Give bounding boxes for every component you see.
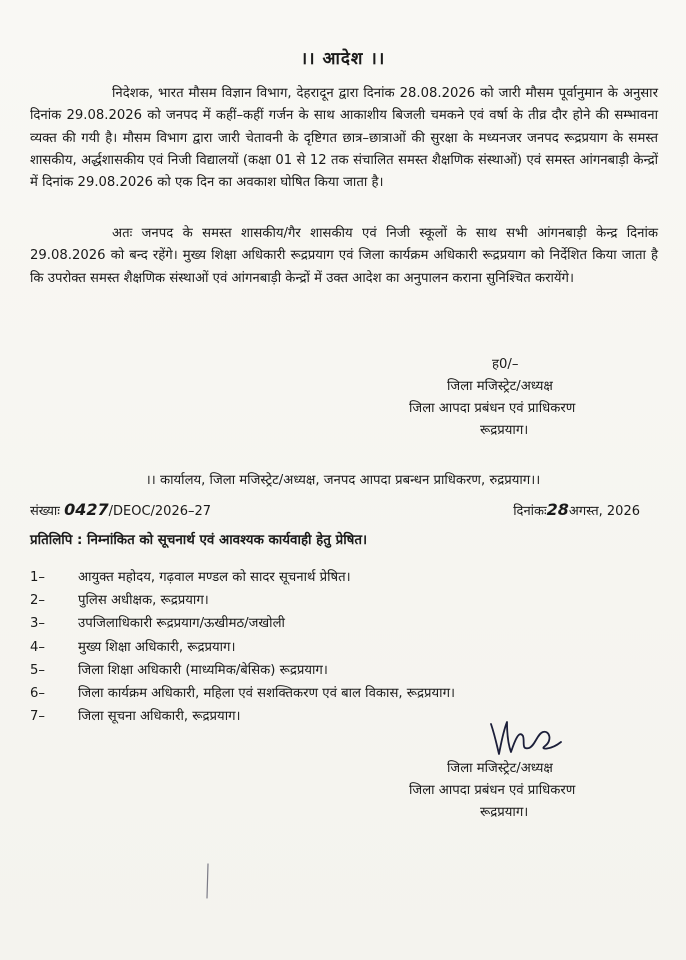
letter-date: [513, 500, 640, 519]
date-rest: अगस्त, 2026: [568, 504, 640, 519]
place: रूद्रप्रयाग।: [480, 805, 529, 820]
authority: जिला आपदा प्रबंधन एवं प्राधिकरण: [409, 783, 576, 798]
designation: जिला मजिस्ट्रेट/अध्यक्ष: [447, 761, 553, 776]
item-text: जिला सूचना अधिकारी, रूद्रप्रयाग।: [78, 709, 241, 725]
signature-block-1: [395, 354, 645, 442]
place: रूद्रप्रयाग।: [480, 423, 529, 438]
item-number: 7–: [30, 709, 45, 725]
item-number: 2–: [30, 593, 45, 609]
list-item: [30, 589, 630, 612]
pen-mark: [202, 862, 214, 900]
list-item: [30, 659, 630, 682]
item-text: पुलिस अधीक्षक, रूद्रप्रयाग।: [78, 593, 209, 609]
item-number: 1–: [30, 570, 45, 585]
item-text: जिला शिक्षा अधिकारी (माध्यमिक/बेसिक) रूद्रप्रयाग।: [78, 662, 328, 678]
authority: जिला आपदा प्रबंधन एवं प्राधिकरण: [409, 401, 576, 416]
signed-mark: ह0/–: [492, 357, 519, 372]
signature-block-2: [397, 758, 647, 824]
item-text: जिला कार्यक्रम अधिकारी, महिला एवं सशक्तिकरण एवं बाल विकास, रूद्रप्रयाग।: [78, 685, 456, 701]
order-title: ।। आदेश ।।: [300, 49, 386, 69]
item-text: उपजिलाधिकारी रूद्रप्रयाग/ऊखीमठ/जखोली: [78, 616, 285, 632]
list-item: [30, 612, 630, 635]
item-number: 6–: [30, 685, 45, 701]
list-item: [30, 566, 630, 589]
number-label: संख्याः: [30, 504, 60, 519]
handwritten-signature: [485, 710, 565, 760]
office-title: ।। कार्यालय, जिला मजिस्ट्रेट/अध्यक्ष, जनपद आपदा प्रबन्धन प्राधिकरण, रुद्रप्रयाग।।: [145, 473, 541, 488]
item-number: 5–: [30, 662, 45, 678]
copy-heading: प्रतिलिपि : निम्नांकित को सूचनार्थ एवं आवश्यक कार्यवाही हेतु प्रेषित।: [30, 533, 368, 548]
list-item: [30, 636, 630, 659]
list-item: [30, 682, 630, 705]
item-text: मुख्य शिक्षा अधिकारी, रूद्रप्रयाग।: [78, 639, 236, 655]
order-paragraph-1: निदेशक, भारत मौसम विज्ञान विभाग, देहरादून द्वारा दिनांक 28.08.2026 को जारी मौसम पूर्वानुमान के अनुसार दिनांक 29.08.2026 को जनपद में कहीं–कहीं गर्जन के साथ आकाशीय बिजली चमकने एवं वर्षा के तीव्र दौर होने की सम्भावना व्यक्त की गयी है। मौसम विभाग द्वारा जारी चेतावनी के दृष्टिगत छात्र–छात्राओं की सुरक्षा के मध्यनजर जनपद रूद्रप्रयाग के समस्त शासकीय, अर्द्धशासकीय एवं निजी विद्यालयों (कक्षा 01 से 12 तक संचालित समस्त शैक्षणिक संस्थाओं) एवं समस्त आंगनबाड़ी केन्द्रों में दिनांक 29.08.2026 को एक दिन का अवकाश घोषित किया जाता है।: [30, 86, 658, 191]
item-number: 3–: [30, 616, 45, 632]
order-paragraph-2: अतः जनपद के समस्त शासकीय/गैर शासकीय एवं निजी स्कूलों के साथ सभी आंगनबाड़ी केन्द्र दिनांक 29.08.2026 को बन्द रहेंगे। मुख्य शिक्षा अधिकारी रूद्रप्रयाग एवं जिला कार्यक्रम अधिकारी रूद्रप्रयाग को निर्देशित किया जाता है कि उपरोक्त समस्त शैक्षणिक संस्थाओं एवं आंगनबाड़ी केन्द्रों में उक्त आदेश का अनुपालन कराना सुनिश्चित करायेंगे।: [30, 226, 658, 286]
number-value: 0427: [64, 500, 109, 519]
date-day: 28: [546, 500, 569, 519]
item-number: 4–: [30, 639, 45, 655]
number-suffix: /DEOC/2026–27: [108, 504, 212, 519]
date-label: दिनांकः: [513, 504, 547, 519]
item-text: आयुक्त महोदय, गढ़वाल मण्डल को सादर सूचनार्थ प्रेषित।: [78, 570, 351, 585]
designation: जिला मजिस्ट्रेट/अध्यक्ष: [447, 379, 553, 394]
copy-list: [30, 566, 630, 728]
letter-number: [30, 500, 211, 519]
